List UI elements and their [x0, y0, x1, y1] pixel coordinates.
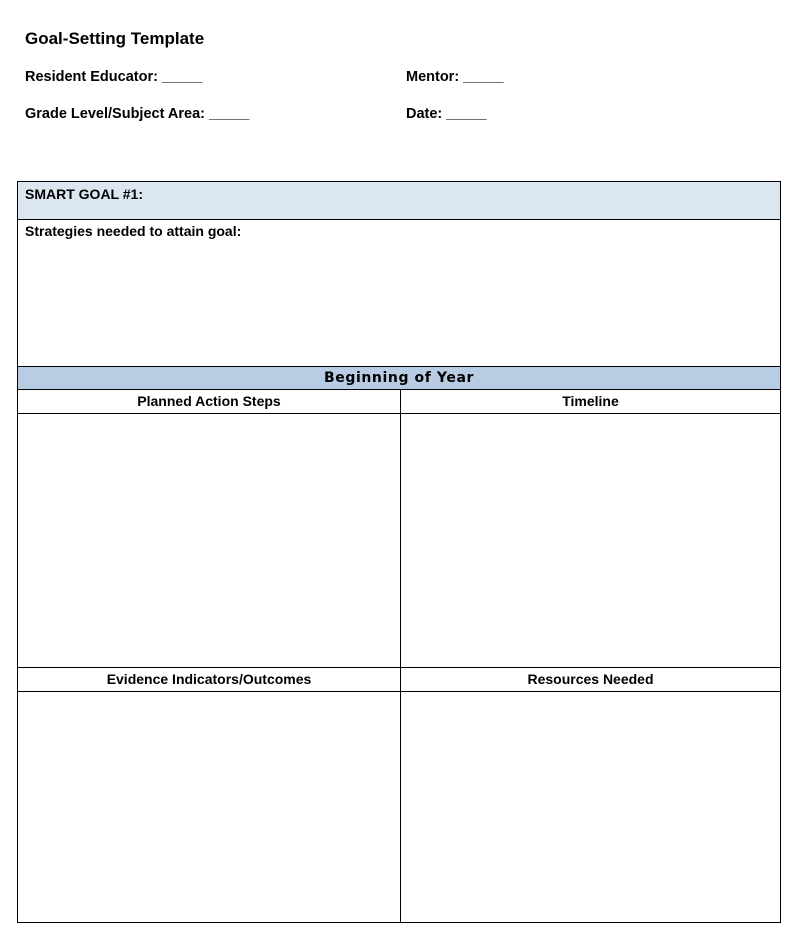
- resources-needed-header: Resources Needed: [527, 671, 654, 687]
- evidence-resources-body-row: [18, 692, 780, 922]
- action-timeline-body-row: [18, 414, 780, 668]
- resources-needed-cell[interactable]: [401, 692, 780, 922]
- evidence-indicators-header: Evidence Indicators/Outcomes: [18, 668, 401, 691]
- timeline-cell[interactable]: [401, 414, 780, 667]
- grade-level-field[interactable]: Grade Level/Subject Area: _____: [25, 106, 250, 122]
- goal-form-table: [17, 181, 781, 923]
- evidence-resources-header-row: [18, 668, 780, 692]
- strategies-row[interactable]: [18, 220, 780, 367]
- mentor-field[interactable]: Mentor: _____: [406, 69, 504, 85]
- resident-educator-field[interactable]: Resident Educator: _____: [25, 69, 203, 85]
- smart-goal-row[interactable]: [18, 182, 780, 220]
- strategies-label: Strategies needed to attain goal:: [25, 223, 242, 239]
- action-timeline-header-row: [18, 390, 780, 414]
- evidence-indicators-cell[interactable]: [18, 692, 401, 922]
- smart-goal-label: SMART GOAL #1:: [25, 186, 143, 202]
- planned-action-steps-cell[interactable]: [18, 414, 401, 667]
- date-field[interactable]: Date: _____: [406, 106, 487, 122]
- timeline-header: Timeline: [562, 393, 619, 409]
- planned-action-steps-header: Planned Action Steps: [18, 390, 401, 413]
- beginning-of-year-header: Beginning of Year: [18, 367, 780, 390]
- document-title: Goal-Setting Template: [25, 29, 205, 48]
